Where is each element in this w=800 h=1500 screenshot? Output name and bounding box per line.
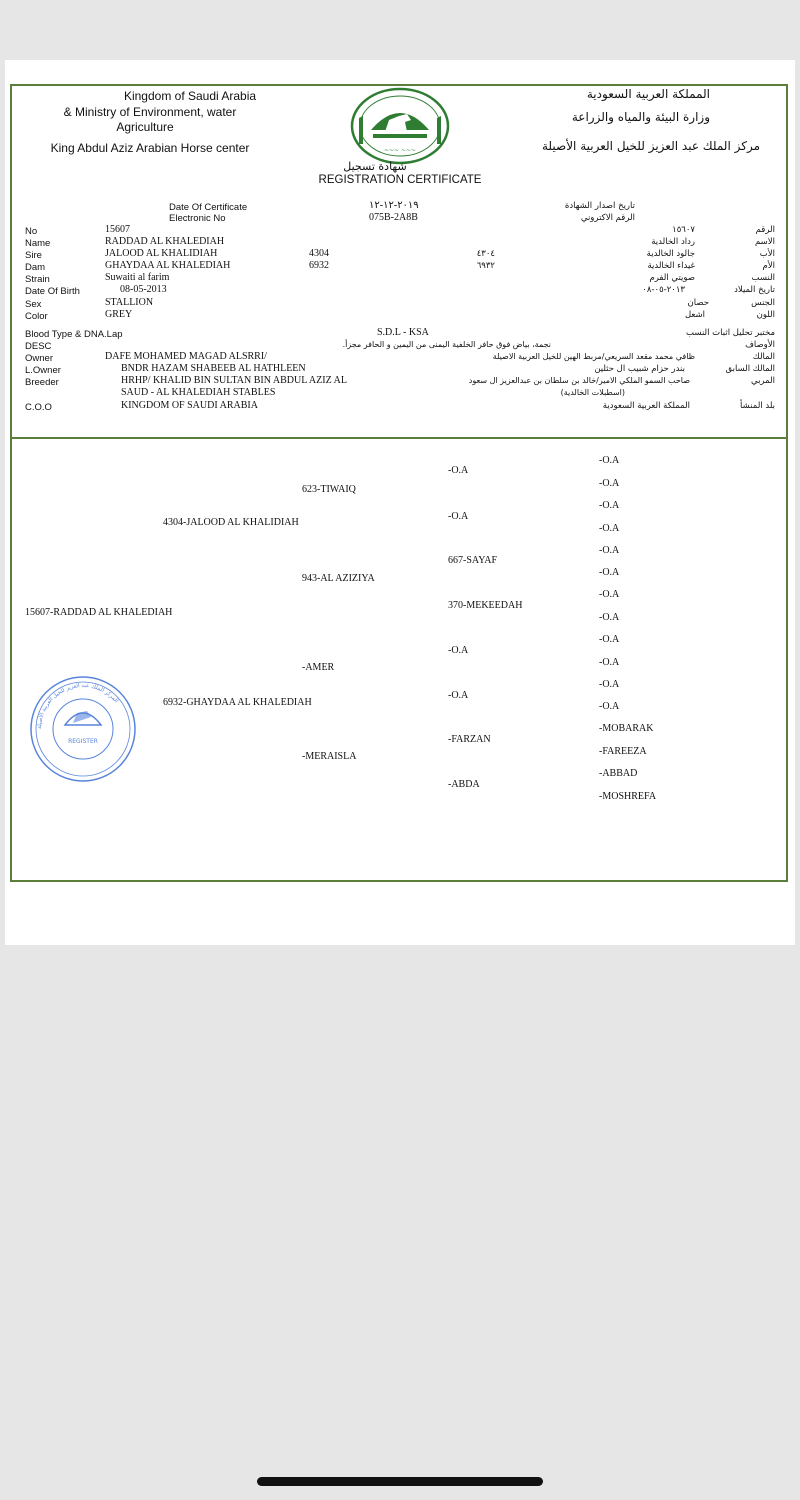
title-en: REGISTRATION CERTIFICATE	[318, 174, 482, 186]
sire-label: Sire	[25, 250, 42, 261]
dob-label: Date Of Birth	[25, 286, 80, 297]
desc-label: DESC	[25, 341, 52, 352]
lowner-label-ar: المالك السابق	[725, 364, 775, 374]
pedigree-gen4: 667-SAYAF	[448, 555, 498, 566]
date-of-certificate-label-ar: تاريخ اصدار الشهادة	[564, 201, 635, 211]
dam-value-ar: غيداء الخالدية	[647, 261, 695, 271]
pedigree-gen4: -O.A	[448, 465, 469, 476]
no-label-ar: الرقم	[755, 225, 775, 235]
owner-label: Owner	[25, 353, 53, 364]
color-value: GREY	[105, 309, 133, 320]
color-label: Color	[25, 311, 48, 322]
coo-value-ar: المملكة العربية السعودية	[602, 401, 690, 411]
home-indicator[interactable]	[257, 1477, 543, 1486]
dam-label-ar: الأم	[762, 261, 775, 271]
no-label: No	[25, 226, 38, 237]
date-of-certificate-value: ٢٠١٩-١٢-١٢	[369, 200, 419, 211]
header-en-line2: & Ministry of Environment, water	[63, 105, 237, 119]
name-value-ar: رداد الخالدية	[651, 237, 695, 247]
pedigree-gen5: -O.A	[599, 567, 620, 578]
dam-number: 6932	[309, 260, 329, 271]
strain-label-ar: النسب	[751, 273, 775, 283]
sire-number-ar: ٤٣٠٤	[476, 249, 495, 259]
desc-label-ar: الأوصاف	[745, 340, 775, 350]
name-label-ar: الاسم	[755, 237, 775, 247]
color-value-ar: اشعل	[684, 310, 705, 320]
lowner-value: BNDR HAZAM SHABEEB AL HATHLEEN	[121, 363, 306, 374]
pedigree-gen5: -O.A	[599, 455, 620, 466]
pedigree-gen5: -O.A	[599, 523, 620, 534]
pedigree-gen4: -O.A	[448, 645, 469, 656]
pedigree-gen5: -O.A	[599, 657, 620, 668]
pedigree-gen5: -O.A	[599, 634, 620, 645]
dob-value-ar: ٢٠١٣-٠٥-٠٨	[642, 285, 685, 295]
stamp-outer-text: المركز الملك عبد العزيز للخيل العربية الأصيلة	[36, 682, 120, 730]
lowner-value-ar: بندر حزام شبيب ال حثلين	[594, 364, 685, 374]
name-label: Name	[25, 238, 51, 249]
pedigree-gen5: -O.A	[599, 500, 620, 511]
pedigree-gen4: -O.A	[448, 511, 469, 522]
pedigree-gen3: 623-TIWAIQ	[302, 484, 356, 495]
pedigree-gen5: -O.A	[599, 589, 620, 600]
sex-label-ar: الجنس	[751, 298, 775, 308]
pedigree-dam: 6932-GHAYDAA AL KHALEDIAH	[163, 697, 312, 708]
owner-label-ar: المالك	[752, 352, 775, 362]
pedigree-sire: 4304-JALOOD AL KHALIDIAH	[163, 517, 299, 528]
desc-value-ar: نجمة، بياض فوق حافر الخلفية اليمنى من اليمين و الحافر مجزأ.	[342, 340, 551, 349]
pedigree-gen5: -O.A	[599, 478, 620, 489]
pedigree-gen5: -MOSHREFA	[599, 791, 657, 802]
pedigree-gen5: -ABBAD	[599, 768, 638, 779]
pedigree-gen5: -O.A	[599, 545, 620, 556]
pedigree-gen3: 943-AL AZIZIYA	[302, 573, 375, 584]
owner-value: DAFE MOHAMED MAGAD ALSRRI/	[105, 351, 267, 362]
header-ar-line2: وزارة البيئة والمياه والزراعة	[571, 110, 710, 124]
pedigree-gen5: -MOBARAK	[599, 723, 654, 734]
pedigree-horse: 15607-RADDAD AL KHALEDIAH	[25, 607, 173, 618]
dam-label: Dam	[25, 262, 46, 273]
strain-value-ar: صويتي الفرم	[649, 273, 695, 283]
sex-value: STALLION	[105, 297, 154, 308]
header-ar-line1: المملكة العربية السعودية	[586, 87, 710, 101]
pedigree-gen5: -O.A	[599, 679, 620, 690]
pedigree-gen5: -FAREEZA	[599, 746, 647, 757]
pedigree-gen5: -O.A	[599, 612, 620, 623]
pedigree-gen4: -O.A	[448, 690, 469, 701]
stamp-inner-text: REGISTER	[68, 738, 98, 745]
breeder-value-line1: HRHP/ KHALID BIN SULTAN BIN ABDUL AZIZ AL	[121, 375, 347, 386]
dam-value: GHAYDAA AL KHALEDIAH	[105, 260, 231, 271]
dob-label-ar: تاريخ الميلاد	[734, 285, 775, 295]
header-ar-line3: مركز الملك عبد العزيز للخيل العربية الأصيلة	[542, 139, 760, 153]
pedigree-gen3: -AMER	[302, 662, 335, 673]
sex-value-ar: حصان	[687, 298, 709, 308]
sire-value: JALOOD AL KHALIDIAH	[105, 248, 218, 259]
dob-value: 08-05-2013	[120, 284, 167, 295]
sire-value-ar: جالود الخالدية	[646, 249, 695, 259]
header-en-line4: King Abdul Aziz Arabian Horse center	[50, 141, 250, 155]
header-en-line3: Agriculture	[116, 120, 174, 134]
electronic-no-value: 075B-2A8B	[369, 212, 418, 223]
owner-value-ar: ظافي محمد مقعد السريعي/مربط الهين للخيل العربية الاصيلة	[492, 352, 695, 361]
lowner-label: L.Owner	[25, 365, 61, 376]
breeder-label-ar: المربي	[750, 376, 775, 386]
sire-number: 4304	[309, 248, 329, 259]
coo-label-ar: بلد المنشأ	[740, 401, 775, 411]
coo-label: C.O.O	[25, 402, 52, 413]
strain-value: Suwaiti al farim	[105, 272, 170, 283]
pedigree-gen5: -O.A	[599, 701, 620, 712]
pedigree-gen4: -FARZAN	[448, 734, 491, 745]
pedigree-gen4: -ABDA	[448, 779, 480, 790]
name-value: RADDAD AL KHALEDIAH	[105, 236, 225, 247]
color-label-ar: اللون	[756, 310, 775, 320]
pedigree-gen3: -MERAISLA	[302, 751, 357, 762]
blood-type-label: Blood Type & DNA.Lap	[25, 329, 123, 340]
electronic-no-label-ar: الرقم الاكتروني	[580, 213, 635, 223]
breeder-label: Breeder	[25, 377, 59, 388]
no-value: 15607	[105, 224, 130, 235]
breeder-value-ar-line1: صاحب السمو الملكي الامير/خالد بن سلطان بن عبدالعزيز ال سعود	[468, 376, 690, 385]
header-en-line1: Kingdom of Saudi Arabia	[123, 89, 257, 103]
strain-label: Strain	[25, 274, 50, 285]
coo-value: KINGDOM OF SAUDI ARABIA	[121, 400, 258, 411]
date-of-certificate-label: Date Of Certificate	[169, 202, 248, 213]
sex-label: Sex	[25, 299, 42, 310]
section-divider	[10, 437, 788, 439]
svg-text:~~~ ~~~: ~~~ ~~~	[383, 147, 417, 154]
breeder-value-line2: SAUD - AL KHALEDIAH STABLES	[121, 387, 276, 398]
blood-type-value: S.D.L - KSA	[377, 327, 429, 338]
blood-type-label-ar: مختبر تحليل اثبات النسب	[686, 328, 775, 338]
breeder-value-ar-line2: (اسطبلات الخالدية)	[560, 388, 625, 397]
dam-number-ar: ٦٩٣٢	[476, 261, 495, 271]
electronic-no-label: Electronic No	[169, 213, 226, 224]
sire-label-ar: الأب	[759, 249, 775, 259]
title-ar: شهادة تسجيل	[343, 160, 407, 173]
no-value-ar: ١٥٦٠٧	[672, 225, 695, 235]
pedigree-gen4: 370-MEKEEDAH	[448, 600, 523, 611]
certificate-frame	[10, 84, 788, 882]
